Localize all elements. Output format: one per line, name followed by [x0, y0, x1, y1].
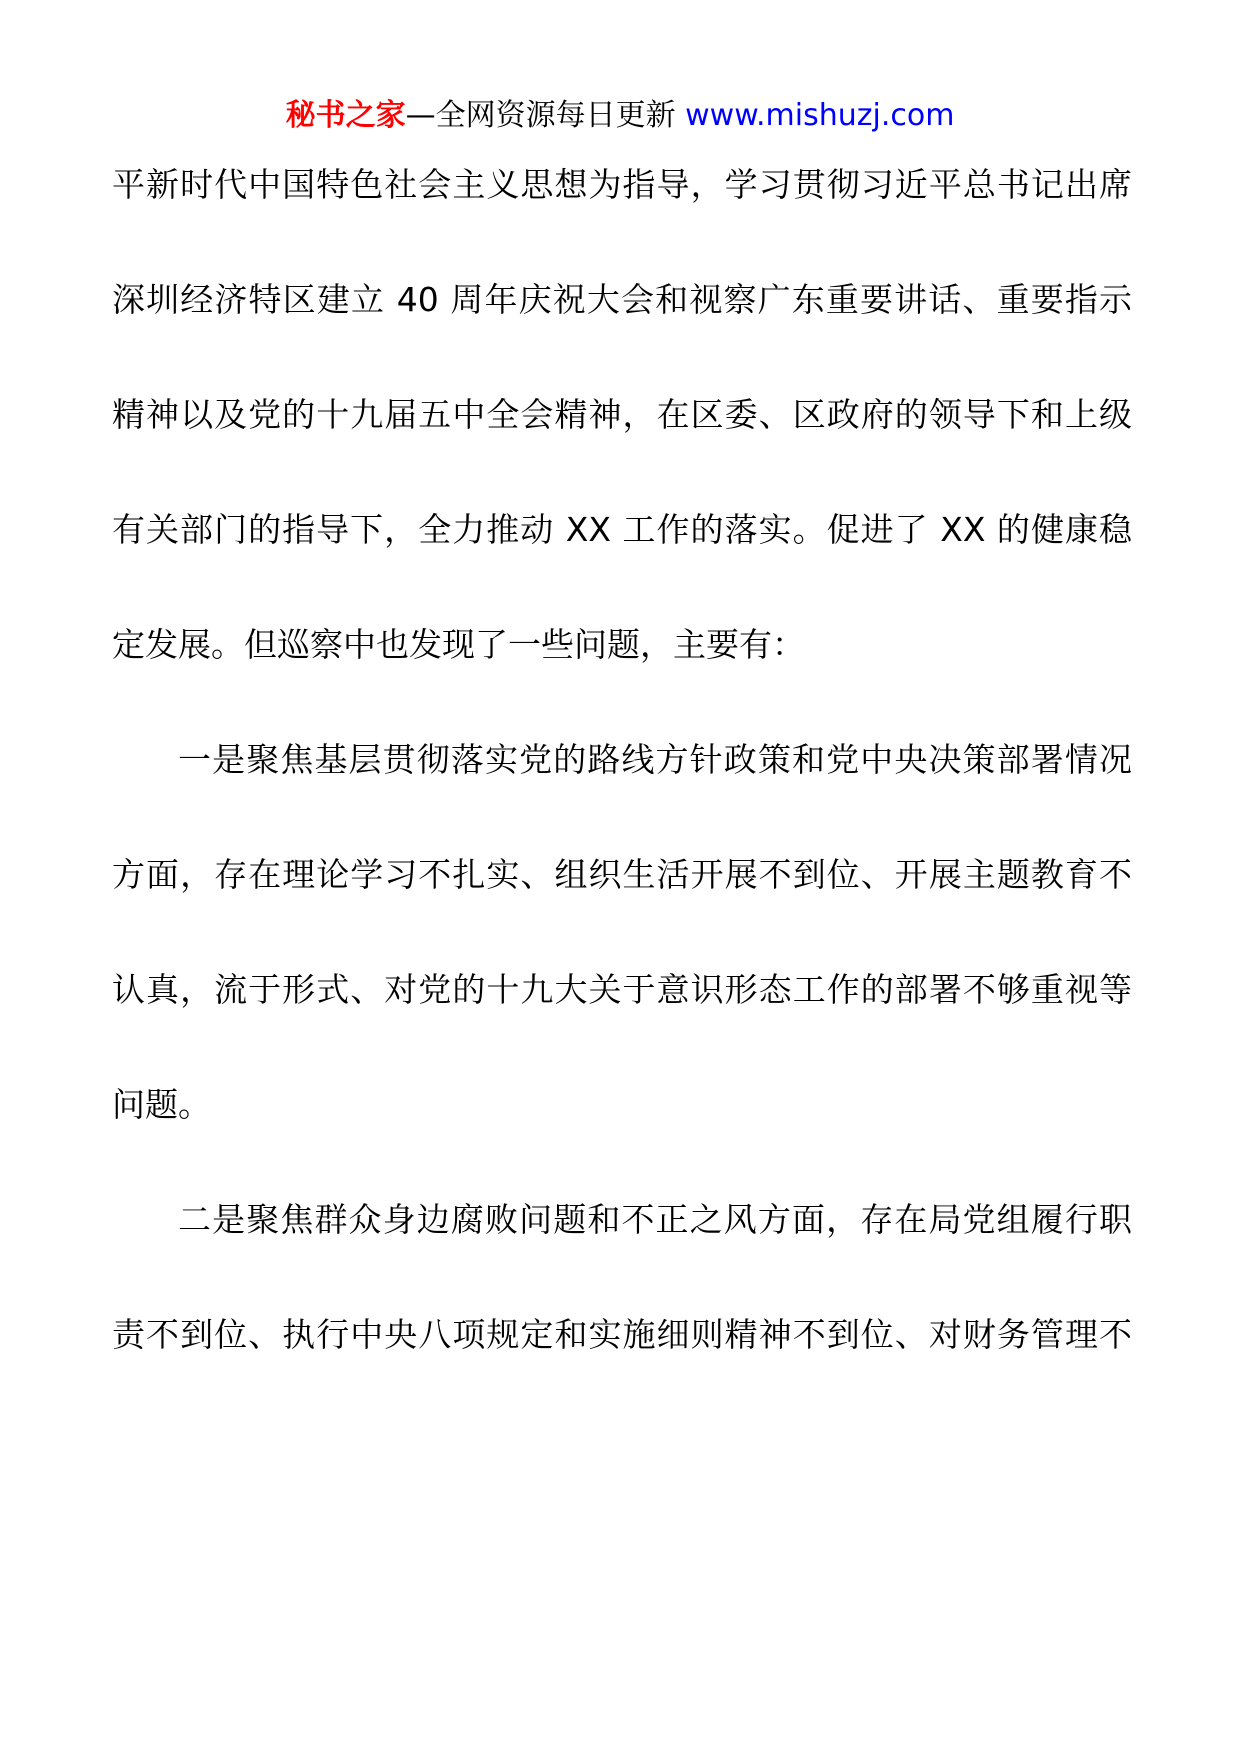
brand-name: 秘书之家 — [285, 98, 406, 133]
site-header — [0, 96, 1240, 136]
body-line: 方面，存在理论学习不扎实、组织生活开展不到位、开展主题教育不 — [112, 855, 1132, 894]
body-line: 认真，流于形式、对党的十九大关于意识形态工作的部署不够重视等 — [112, 970, 1132, 1009]
body-line: 深圳经济特区建立 40 周年庆祝大会和视察广东重要讲话、重要指示 — [112, 280, 1132, 319]
site-url-link[interactable]: www.mishuzj.com — [685, 98, 955, 133]
body-line: 平新时代中国特色社会主义思想为指导，学习贯彻习近平总书记出席 — [112, 165, 1132, 204]
body-line: 责不到位、执行中央八项规定和实施细则精神不到位、对财务管理不 — [112, 1315, 1132, 1354]
body-line: 有关部门的指导下，全力推动 XX 工作的落实。促进了 XX 的健康稳 — [112, 510, 1132, 549]
body-line: 精神以及党的十九届五中全会精神，在区委、区政府的领导下和上级 — [112, 395, 1132, 434]
body-line: 问题。 — [112, 1085, 211, 1124]
header-tagline: —全网资源每日更新 — [405, 98, 686, 133]
body-line: 定发展。但巡察中也发现了一些问题，主要有： — [112, 625, 805, 664]
paragraph-one-start: 一是聚焦基层贯彻落实党的路线方针政策和党中央决策部署情况 — [178, 740, 1132, 779]
paragraph-two-start: 二是聚焦群众身边腐败问题和不正之风方面，存在局党组履行职 — [178, 1200, 1132, 1239]
